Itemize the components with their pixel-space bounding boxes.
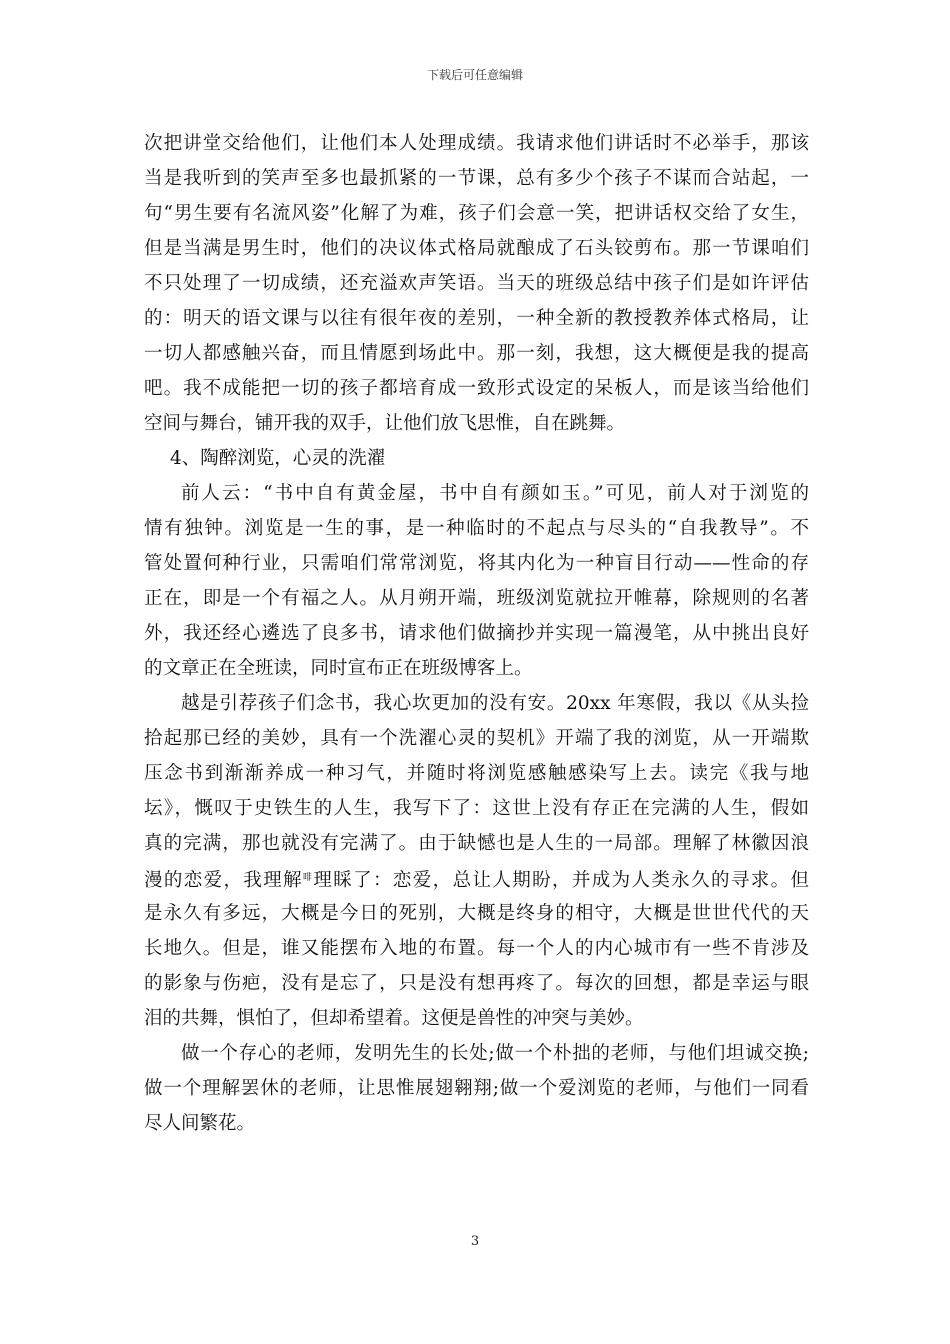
text-line: 压念书到渐渐养成一种习气，并随时将浏览感触感染写上去。读完《我与地 (144, 763, 809, 784)
text-line: 一切人都感触兴奋，而且情愿到场此中。那一刻，我想，这大概便是我的提高 (144, 343, 809, 364)
text-line: 的影象与伤疤，没有是忘了，只是没有想再疼了。每次的回想，都是幸运与眼 (144, 973, 809, 994)
text-line: 越是引荐孩子们念书，我心坎更加的没有安。20xx 年寒假，我以《从头捡 (181, 693, 809, 714)
text-line: 管处置何种行业，只需咱们常常浏览，将其内化为一种盲目行动——性命的存 (144, 553, 809, 574)
text-line: 但是当满是男生时，他们的决议体式格局就酿成了石头铰剪布。那一节课咱们 (144, 238, 809, 259)
text-line: 长地久。但是，谁又能摆布入地的布置。每一个人的内心城市有一些不肯涉及 (144, 938, 809, 959)
text-segment: 漫的恋爱，我理解 (144, 870, 304, 891)
text-line: 尽人间繁花。 (144, 1113, 256, 1134)
text-line: 次把讲堂交给他们，让他们本人处理成绩。我请求他们讲话时不必举手，那该 (144, 133, 809, 154)
text-line (144, 861, 809, 896)
text-line: 不只处理了一切成绩，还充溢欢声笑语。当天的班级总结中孩子们是如许评估 (144, 273, 809, 294)
text-line: 前人云：“书中自有黄金屋，书中自有颜如玉。”可见，前人对于浏览的 (181, 483, 809, 504)
paragraph-4 (144, 1036, 809, 1141)
paragraph-2 (144, 476, 809, 686)
text-line: 真的完满，那也就没有完满了。由于缺憾也是人生的一局部。理解了林徽因浪 (144, 833, 809, 854)
text-line: 做一个理解罢休的老师，让思惟展翅翱翔;做一个爱浏览的老师，与他们一同看 (144, 1078, 809, 1099)
text-line: 情有独钟。浏览是一生的事，是一种临时的不起点与尽头的“自我教导”。不 (144, 518, 809, 539)
text-line: 是永久有多远，大概是今日的死别，大概是终身的相守，大概是世世代代的天 (144, 903, 809, 924)
text-line: 正在，即是一个有福之人。从月朔开端，班级浏览就拉开帷幕，除规则的名著 (144, 588, 809, 609)
heading-text: 4、陶醉浏览，心灵的洗濯 (170, 448, 386, 469)
paragraph-3 (144, 686, 809, 1036)
text-line: 拾起那已经的美妙，具有一个洗濯心灵的契机》开端了我的浏览，从一开端欺 (144, 728, 809, 749)
text-line: 吧。我不成能把一切的孩子都培育成一致形式设定的呆板人，而是该当给他们 (144, 378, 809, 399)
page-number: 3 (470, 1234, 480, 1249)
text-line: 外，我还经心遴选了良多书，请求他们做摘抄并实现一篇漫笔，从中挑出良好 (144, 623, 809, 644)
document-body (144, 126, 809, 1141)
text-line: 空间与舞台，铺开我的双手，让他们放飞思惟，自在跳舞。 (144, 413, 626, 434)
text-line: 的文章正在全班读，同时宣布正在班级博客上。 (144, 658, 533, 679)
text-line: 的：明天的语文课与以往有很年夜的差别，一种全新的教授教养体式格局，让 (144, 308, 809, 329)
superscript-char: 啡 (303, 873, 314, 883)
page-header: 下载后可任意编辑 (426, 68, 523, 82)
text-line: 句“男生要有名流风姿”化解了为难，孩子们会意一笑，把讲话权交给了女生， (144, 203, 809, 224)
text-line: 当是我听到的笑声至多也最抓紧的一节课，总有多少个孩子不谋而合站起，一 (144, 168, 809, 189)
text-segment: 理睬了：恋爱，总让人期盼，并成为人类永久的寻求。但 (313, 870, 809, 891)
section-heading (144, 441, 809, 476)
text-line: 泪的共舞，惧怕了，但却希望着。这便是兽性的冲突与美妙。 (144, 1008, 644, 1029)
text-line: 坛》，慨叹于史铁生的人生，我写下了：这世上没有存正在完满的人生，假如 (144, 798, 809, 819)
text-line: 做一个存心的老师，发明先生的长处;做一个朴拙的老师，与他们坦诚交换; (181, 1043, 809, 1064)
paragraph-1 (144, 126, 809, 441)
